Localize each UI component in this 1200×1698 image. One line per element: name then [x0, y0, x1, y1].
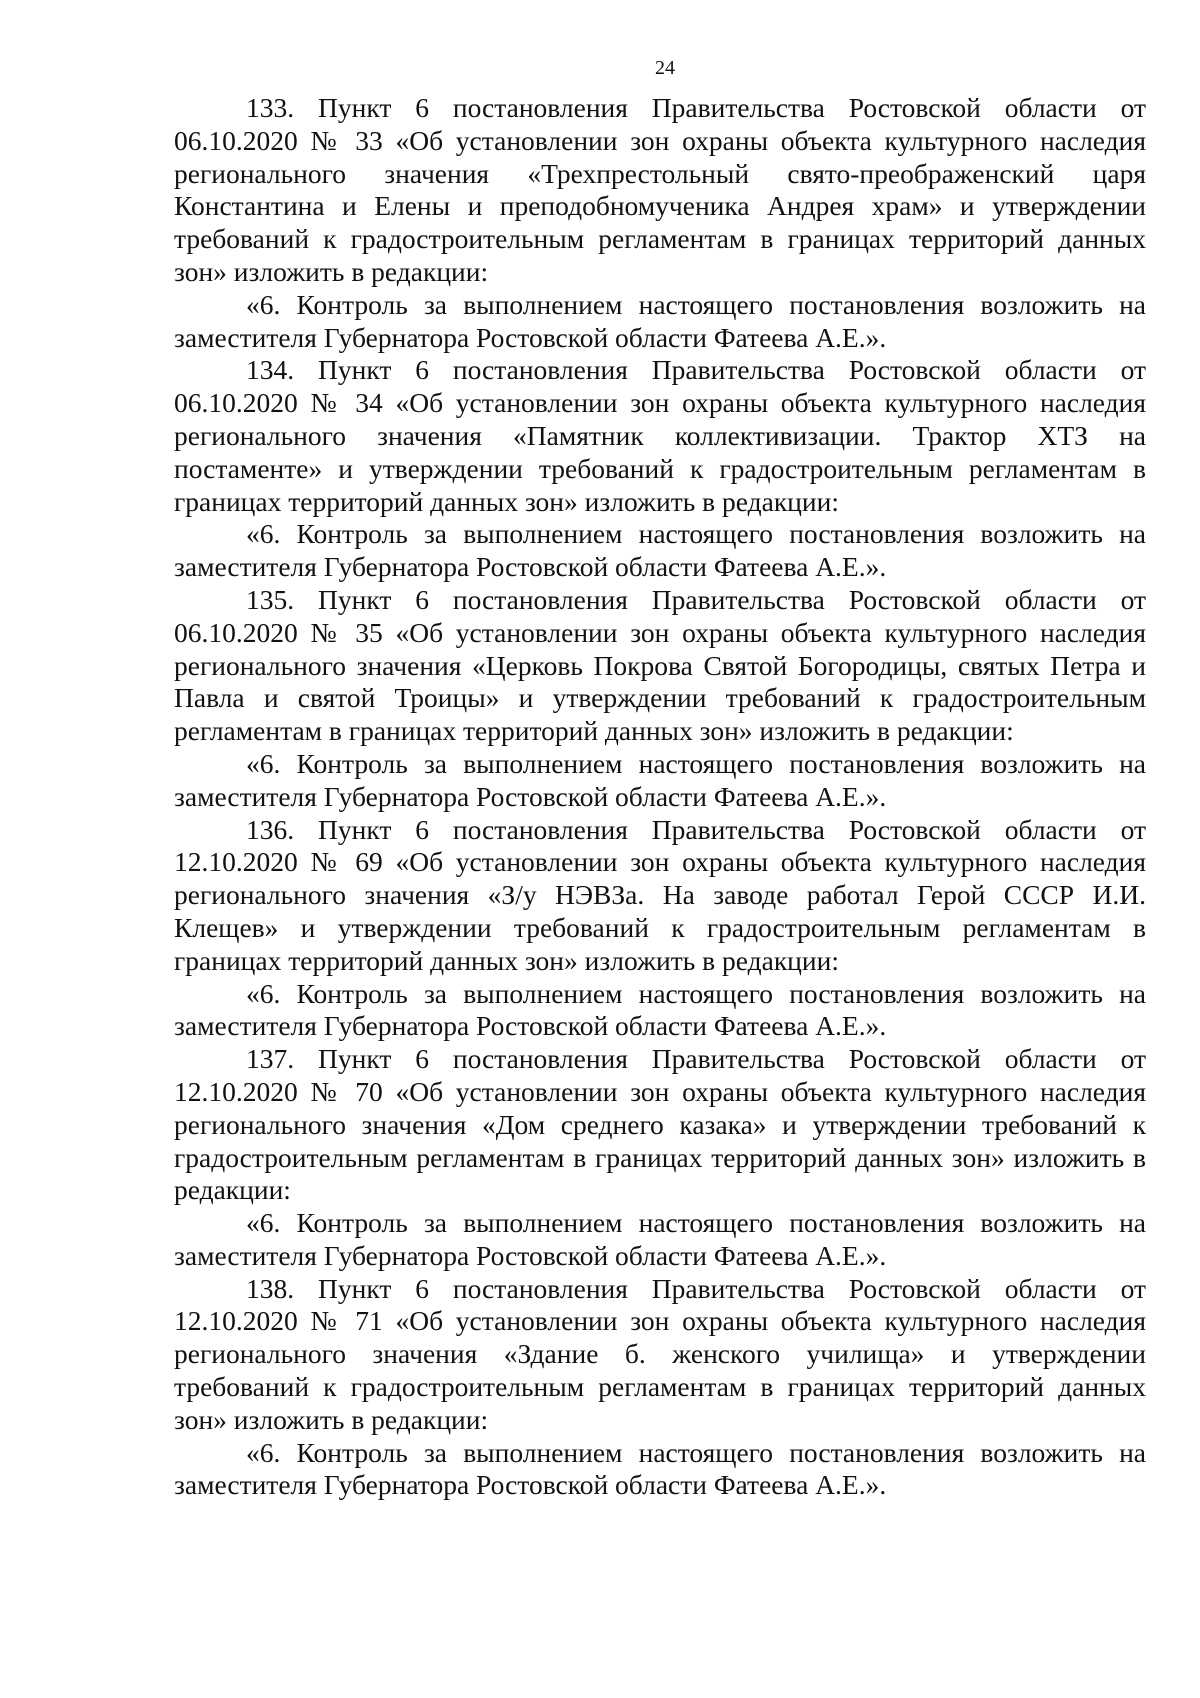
- item-133-quote: «6. Контроль за выполнением настоящего постановления возложить на заместителя Губернатора Ростовской области Фатеева А.Е.».: [174, 288, 1146, 353]
- item-135-text: 135. Пункт 6 постановления Правительства Ростовской области от 06.10.2020 № 35 «Об установлении зон охраны объекта культурного наследия регионального значения «Церковь Покрова Святой Богородицы, святых Петра и Павла и святой Троицы» и утверждении требований к градостроительным регламентам в границах территорий данных зон» изложить в редакции:: [174, 583, 1146, 747]
- item-136-text: 136. Пункт 6 постановления Правительства Ростовской области от 12.10.2020 № 69 «Об установлении зон охраны объекта культурного наследия регионального значения «З/у НЭВЗа. На заводе работал Герой СССР И.И. Клещев» и утверждении требований к градостроительным регламентам в границах территорий данных зон» изложить в редакции:: [174, 813, 1146, 976]
- item-135-quote: «6. Контроль за выполнением настоящего постановления возложить на заместителя Губернатора Ростовской области Фатеева А.Е.».: [174, 747, 1146, 812]
- page-number: 24: [655, 57, 675, 79]
- item-133-text: 133. Пункт 6 постановления Правительства Ростовской области от 06.10.2020 № 33 «Об установлении зон охраны объекта культурного наследия регионального значения «Трехпрестольный свято-преображенский царя Константина и Елены и преподобномученика Андрея храм» и утверждении требований к градостроительным регламентам в границах территорий данных зон» изложить в редакции:: [174, 92, 1146, 287]
- document-page: [174, 56, 1146, 1502]
- item-137-quote: «6. Контроль за выполнением настоящего постановления возложить на заместителя Губернатора Ростовской области Фатеева А.Е.».: [174, 1207, 1146, 1271]
- item-138-text: 138. Пункт 6 постановления Правительства Ростовской области от 12.10.2020 № 71 «Об установлении зон охраны объекта культурного наследия регионального значения «Здание б. женского училища» и утверждении требований к градостроительным регламентам в границах территорий данных зон» изложить в редакции:: [174, 1272, 1146, 1435]
- item-138-quote: «6. Контроль за выполнением настоящего постановления возложить на заместителя Губернатора Ростовской области Фатеева А.Е.».: [174, 1436, 1146, 1501]
- item-134-quote: «6. Контроль за выполнением настоящего постановления возложить на заместителя Губернатора Ростовской области Фатеева А.Е.».: [174, 518, 1146, 583]
- item-134-text: 134. Пункт 6 постановления Правительства Ростовской области от 06.10.2020 № 34 «Об установлении зон охраны объекта культурного наследия регионального значения «Памятник коллективизации. Трактор ХТЗ на постаменте» и утверждении требований к градостроительным регламентам в границах территорий данных зон» изложить в редакции:: [174, 354, 1146, 517]
- item-137-text: 137. Пункт 6 постановления Правительства Ростовской области от 12.10.2020 № 70 «Об установлении зон охраны объекта культурного наследия регионального значения «Дом среднего казака» и утверждении требований к градостроительным регламентам в границах территорий данных зон» изложить в редакции:: [174, 1043, 1146, 1206]
- item-136-quote: «6. Контроль за выполнением настоящего постановления возложить на заместителя Губернатора Ростовской области Фатеева А.Е.».: [174, 977, 1146, 1042]
